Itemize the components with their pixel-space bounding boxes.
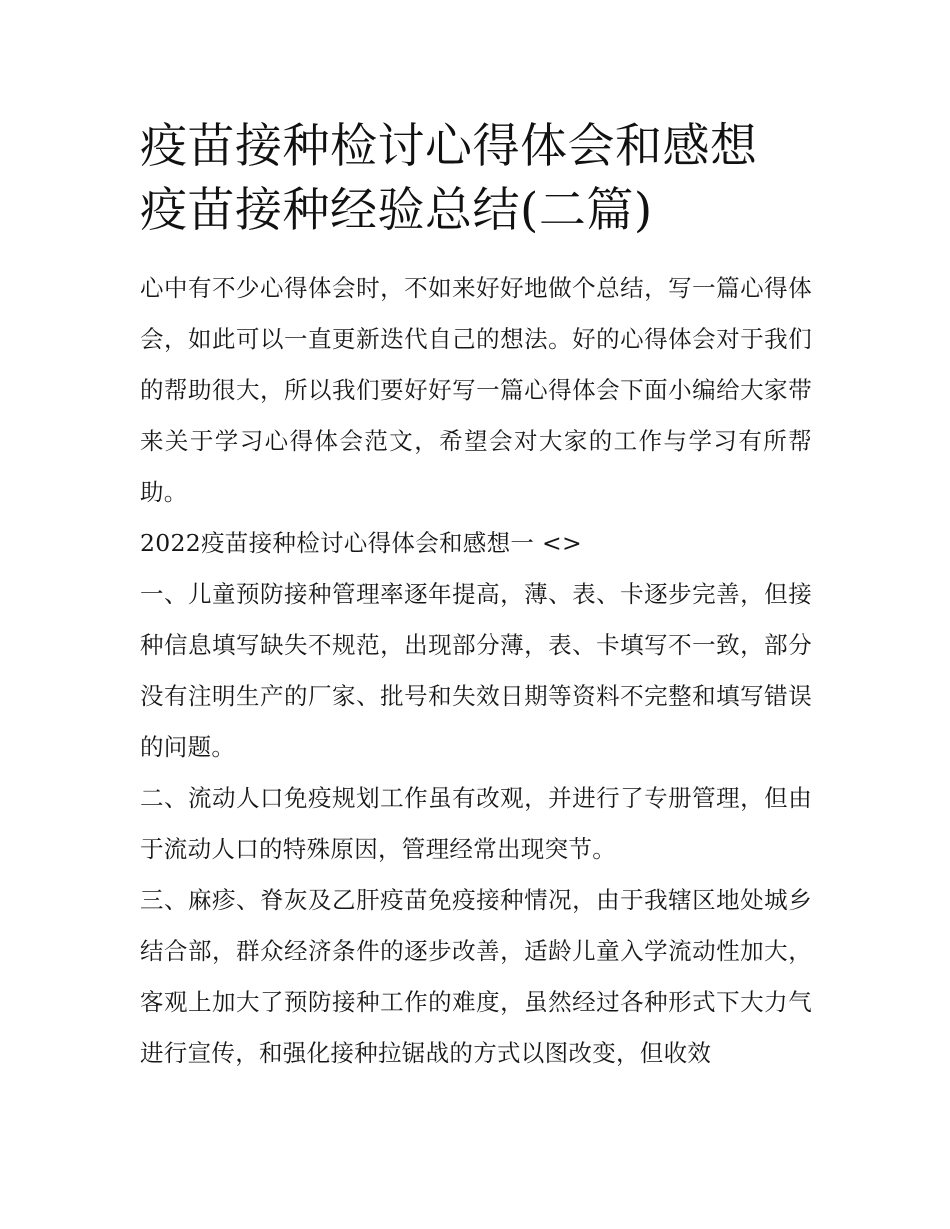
title-line-2: 疫苗接种经验总结(二篇)	[140, 183, 653, 238]
document-body	[140, 263, 812, 1079]
title-line-1: 疫苗接种检讨心得体会和感想	[140, 119, 758, 174]
document-page	[140, 115, 812, 1079]
paragraph-item-2: 二、流动人口免疫规划工作虽有改观，并进行了专册管理，但由于流动人口的特殊原因，管理经常出现突节。	[140, 784, 812, 863]
intro-paragraph: 心中有不少心得体会时，不如来好好地做个总结，写一篇心得体会，如此可以一直更新迭代自己的想法。好的心得体会对于我们的帮助很大，所以我们要好好写一篇心得体会下面小编给大家带来关于学习心得体会范文，希望会对大家的工作与学习有所帮助。	[140, 274, 812, 506]
paragraph-item-1: 一、儿童预防接种管理率逐年提高，薄、表、卡逐步完善，但接种信息填写缺失不规范，出现部分薄，表、卡填写不一致，部分没有注明生产的厂家、批号和失效日期等资料不完整和填写错误的问题。	[140, 580, 812, 761]
section-heading: 2022疫苗接种检讨心得体会和感想一 <>	[140, 529, 582, 557]
document-title	[140, 115, 812, 243]
paragraph-item-3: 三、麻疹、脊灰及乙肝疫苗免疫接种情况，由于我辖区地处城乡结合部，群众经济条件的逐步改善，适龄儿童入学流动性加大，客观上加大了预防接种工作的难度，虽然经过各种形式下大力气进行宣传，和强化接种拉锯战的方式以图改变，但收效	[140, 886, 812, 1067]
